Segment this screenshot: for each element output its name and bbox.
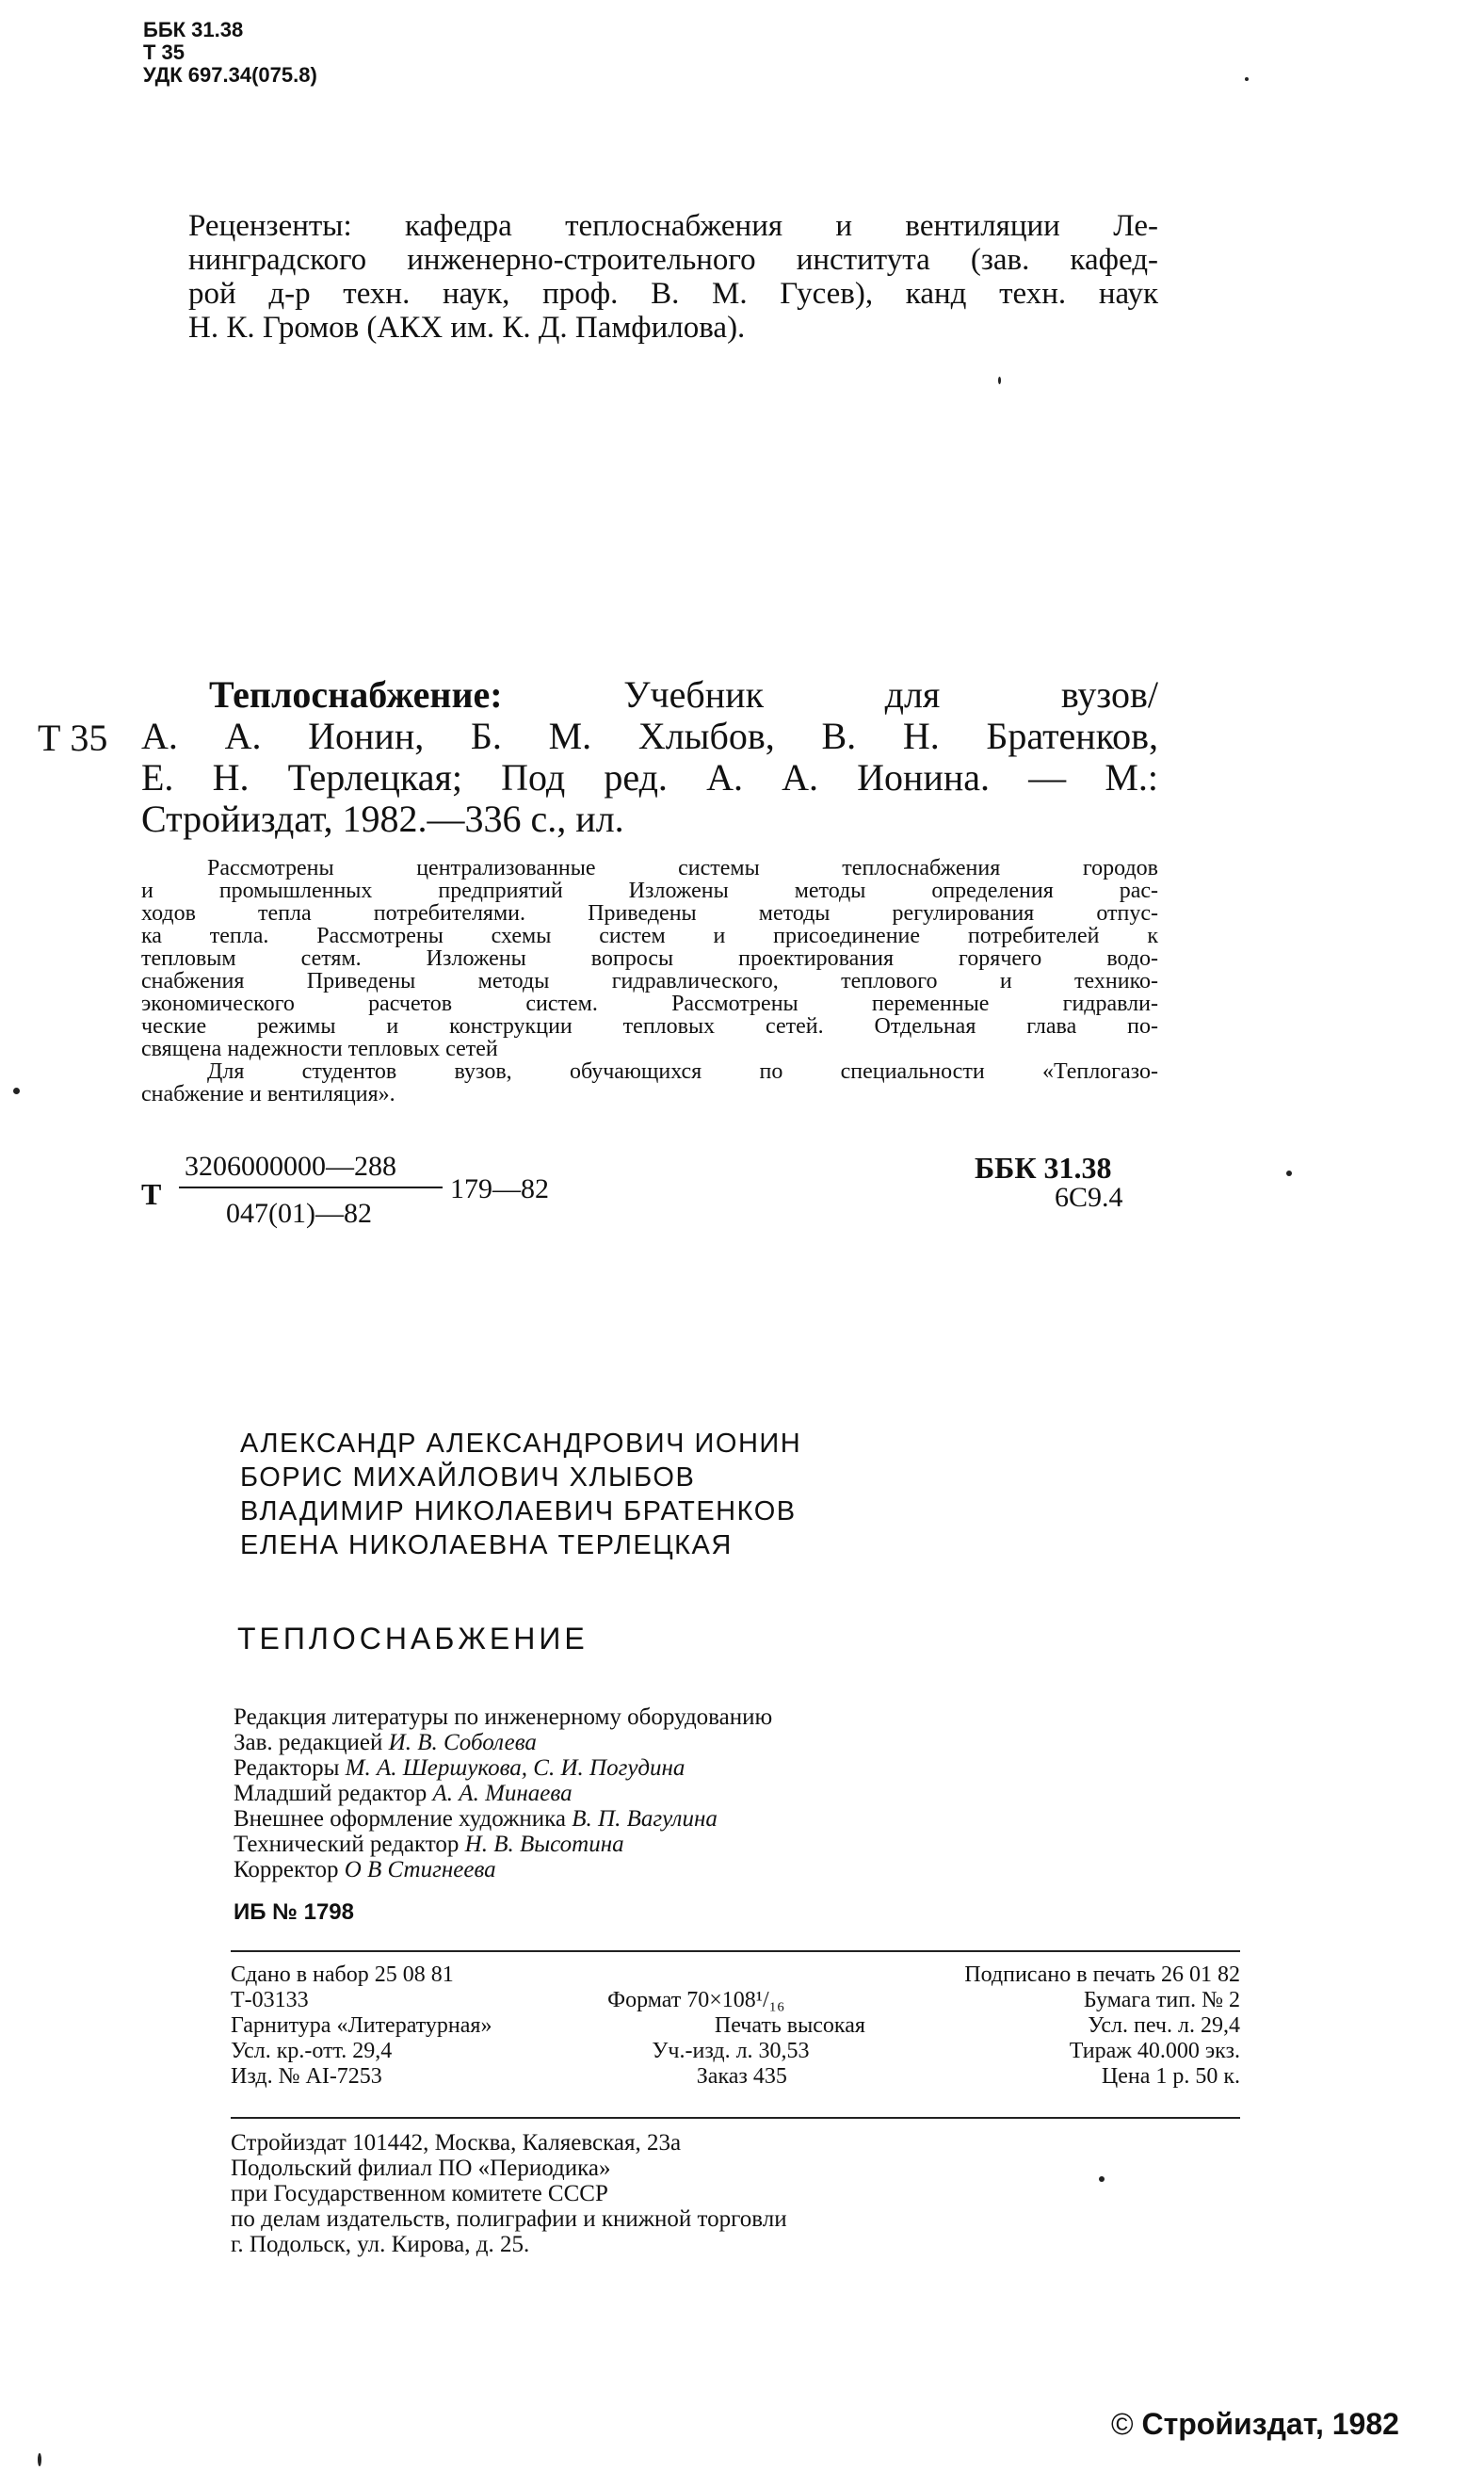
reviewers-line: Н. К. Громов (АКХ им. К. Д. Памфилова). xyxy=(188,311,746,345)
scan-speck xyxy=(38,2453,41,2466)
catalog-title: Теплоснабжение: xyxy=(209,673,503,716)
staff-name: И. В. Соболева xyxy=(388,1730,537,1755)
imprint-cell: Гарнитура «Литературная» xyxy=(231,2013,492,2038)
copyright-icon: © xyxy=(1111,2407,1134,2441)
annotation-line: священа надежности тепловых сетей xyxy=(141,1037,498,1061)
catalog-line: Е. Н. Терлецкая; Под ред. А. А. Ионина. — М.: xyxy=(141,756,1158,799)
staff-name: М. А. Шершукова, С. И. Погудина xyxy=(345,1755,686,1781)
catalog-line: Стройиздат, 1982.—336 с., ил. xyxy=(141,798,624,840)
catalog-entry xyxy=(141,674,1158,840)
scan-speck xyxy=(998,377,1001,384)
staff-name: А. А. Минаева xyxy=(432,1781,573,1806)
copyright-text: Стройиздат, 1982 xyxy=(1141,2407,1399,2441)
staff-line xyxy=(234,1704,772,1730)
staff-role: Зав. редакцией xyxy=(234,1730,383,1755)
annotation-line: и промышленных предприятий Изложены методы определения рас- xyxy=(141,879,1158,903)
imprint-row xyxy=(231,1988,1240,2013)
scan-speck xyxy=(1286,1171,1292,1176)
imprint-cell: Изд. № AI-7253 xyxy=(231,2064,382,2089)
fraction-bar xyxy=(179,1187,443,1188)
annotation-line: снабжение и вентиляция». xyxy=(141,1082,395,1106)
annotation-line: снабжения Приведены методы гидравлического, теплового и технико- xyxy=(141,969,1158,993)
annotation-line: Для студентов вузов, обучающихся по специальности «Теплогазо- xyxy=(207,1059,1158,1084)
staff-name: О В Стигнеева xyxy=(344,1857,496,1882)
staff-role: Корректор xyxy=(234,1857,339,1882)
fraction-numerator: 3206000000—288 xyxy=(185,1151,396,1182)
staff-role: Редакторы xyxy=(234,1755,340,1781)
imprint-cell: Т-03133 xyxy=(231,1988,309,2012)
annotation-line: ходов тепла потребителями. Приведены методы регулирования отпус- xyxy=(141,901,1158,926)
book-title: ТЕПЛОСНАБЖЕНИЕ xyxy=(237,1622,589,1655)
annotation-line: тепловым сетям. Изложены вопросы проектирования горячего водо- xyxy=(141,946,1158,971)
staff-line xyxy=(234,1832,772,1857)
staff-name: В. П. Вагулина xyxy=(572,1806,718,1832)
reviewers-line: Рецензенты: кафедра теплоснабжения и вентиляции Ле- xyxy=(188,209,1158,243)
author-name: ВЛАДИМИР НИКОЛАЕВИЧ БРАТЕНКОВ xyxy=(240,1496,797,1526)
authors-list xyxy=(240,1427,801,1562)
imprint-cell: Бумага тип. № 2 xyxy=(1083,1988,1240,2012)
bbk-code: ББК 31.38 xyxy=(143,18,244,41)
divider xyxy=(231,1950,1240,1952)
divider xyxy=(231,2117,1240,2119)
author-name: АЛЕКСАНДР АЛЕКСАНДРОВИЧ ИОНИН xyxy=(240,1429,802,1459)
staff-line xyxy=(234,1755,772,1781)
scan-speck xyxy=(1245,77,1249,81)
reviewers-line: рой д-р техн. наук, проф. В. М. Гусев), канд техн. наук xyxy=(188,277,1158,311)
imprint-cell: Сдано в набор 25 08 81 xyxy=(231,1962,454,1987)
annotation xyxy=(141,857,1158,1106)
copyright-notice xyxy=(1111,2407,1399,2442)
reviewers-line: нинградского инженерно-строительного института (зав. кафед- xyxy=(188,243,1158,277)
fraction-letter: Т xyxy=(141,1177,162,1211)
imprint-row xyxy=(231,1962,1240,1988)
staff-line xyxy=(234,1857,772,1882)
imprint-cell: Заказ 435 xyxy=(696,2064,787,2089)
publisher-line: Стройиздат 101442, Москва, Каляевская, 23а xyxy=(231,2130,682,2156)
bbk-subindex: 6С9.4 xyxy=(1055,1182,1123,1213)
author-name: ЕЛЕНА НИКОЛАЕВНА ТЕРЛЕЦКАЯ xyxy=(240,1530,733,1560)
bbk-index: ББК 31.38 xyxy=(975,1151,1112,1185)
catalog-code: Т 35 xyxy=(38,717,108,759)
annotation-line: ка тепла. Рассмотрены схемы систем и присоединение потребителей к xyxy=(141,924,1158,948)
staff-line xyxy=(234,1806,772,1832)
imprint-row xyxy=(231,2039,1240,2064)
publisher-line: г. Подольск, ул. Кирова, д. 25. xyxy=(231,2232,530,2257)
staff-role: Технический редактор xyxy=(234,1832,460,1857)
scan-speck xyxy=(13,1088,20,1094)
imprint-cell: Тираж 40.000 экз. xyxy=(1069,2039,1240,2063)
staff-role: Редакция литературы по инженерному оборудованию xyxy=(234,1704,773,1730)
editorial-staff xyxy=(234,1704,772,1882)
imprint-row xyxy=(231,2064,1240,2090)
catalog-line: А. А. Ионин, Б. М. Хлыбов, В. Н. Братенков, xyxy=(141,715,1158,757)
imprint-cell: Печать высокая xyxy=(714,2013,865,2038)
imprint-cell: Уч.-изд. л. 30,53 xyxy=(652,2039,810,2063)
annotation-line: экономического расчетов систем. Рассмотрены переменные гидравли- xyxy=(141,992,1158,1016)
annotation-line: ческие режимы и конструкции тепловых сетей. Отдельная глава по- xyxy=(141,1014,1158,1039)
staff-role: Младший редактор xyxy=(234,1781,427,1806)
imprint-cell: Усл. кр.-отт. 29,4 xyxy=(231,2039,393,2063)
staff-role: Внешнее оформление художника xyxy=(234,1806,567,1832)
imprint-table xyxy=(231,1962,1240,2090)
fraction-denominator: 047(01)—82 xyxy=(226,1198,372,1229)
staff-line xyxy=(234,1781,772,1806)
author-sign: Т 35 xyxy=(143,40,186,64)
imprint-cell: Усл. печ. л. 29,4 xyxy=(1088,2013,1240,2038)
catalog-title-line xyxy=(141,674,1158,716)
fraction-suffix: 179—82 xyxy=(450,1173,549,1204)
ib-number: ИБ № 1798 xyxy=(234,1899,354,1925)
imprint-cell: Цена 1 р. 50 к. xyxy=(1101,2064,1240,2089)
scan-speck xyxy=(1099,2176,1105,2182)
classification-codes xyxy=(143,19,317,87)
annotation-line: Рассмотрены централизованные системы теплоснабжения городов xyxy=(207,856,1158,880)
staff-name: Н. В. Высотина xyxy=(464,1832,624,1857)
publisher-line: по делам издательств, полиграфии и книжной торговли xyxy=(231,2206,787,2232)
publisher-line: Подольский филиал ПО «Периодика» xyxy=(231,2156,611,2181)
reviewers-block xyxy=(188,209,1158,345)
author-name: БОРИС МИХАЙЛОВИЧ ХЛЫБОВ xyxy=(240,1462,696,1493)
imprint-cell: Формат 70×108¹/₁₆ xyxy=(607,1988,785,2012)
publisher-line: при Государственном комитете СССР xyxy=(231,2181,608,2206)
imprint-cell: Подписано в печать 26 01 82 xyxy=(964,1962,1240,1987)
catalog-subtitle: Учебник для вузов/ xyxy=(623,673,1159,716)
imprint-row xyxy=(231,2013,1240,2039)
staff-line xyxy=(234,1730,772,1755)
publisher-info xyxy=(231,2130,787,2257)
udk-code: УДК 697.34(075.8) xyxy=(143,63,317,87)
